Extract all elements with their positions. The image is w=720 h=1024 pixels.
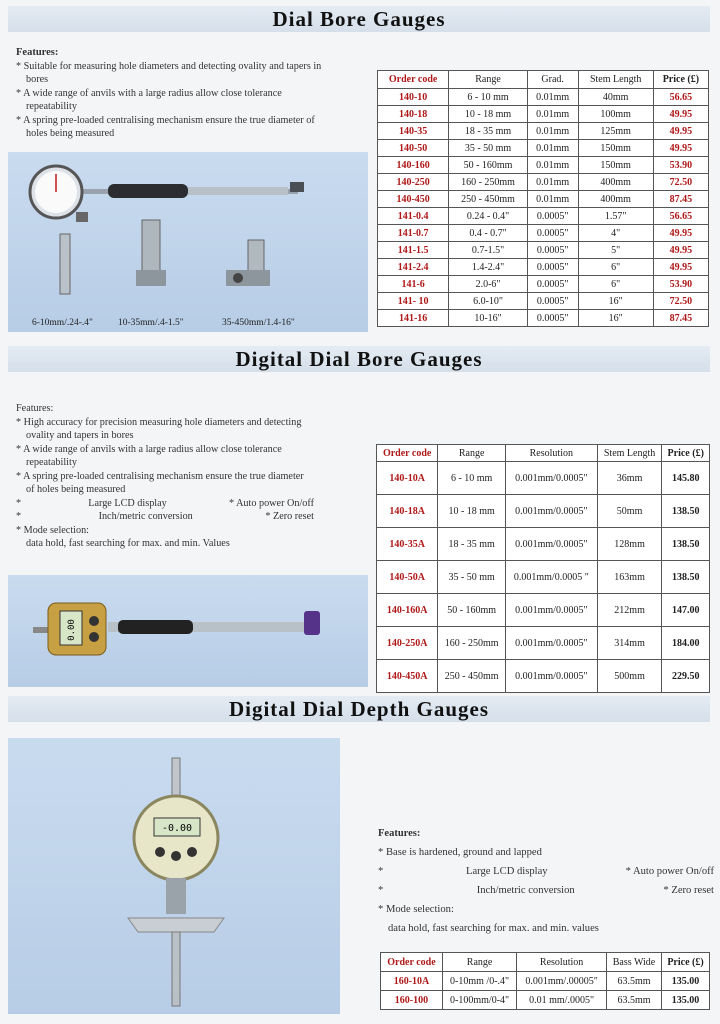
- price-cell: 138.50: [662, 528, 710, 561]
- col-resolution: Resolution: [517, 953, 607, 972]
- order-code-cell: 141-0.7: [378, 225, 449, 242]
- range-cell: 250 - 450mm: [438, 660, 506, 693]
- spec-cell: 0.01mm: [527, 174, 578, 191]
- table-row: [377, 495, 710, 528]
- feature-item-right: * Auto power On/off: [625, 866, 714, 877]
- length-cell: 6": [578, 259, 653, 276]
- spec-cell: 0.01mm: [527, 157, 578, 174]
- table-row: [378, 157, 709, 174]
- spec-cell: 0.01mm: [527, 89, 578, 106]
- price-cell: 49.95: [653, 140, 708, 157]
- range-cell: 160 - 250mm: [438, 627, 506, 660]
- price-cell: 49.95: [653, 225, 708, 242]
- col-order-code: Order code: [378, 71, 449, 89]
- length-cell: 40mm: [578, 89, 653, 106]
- digital-bore-price-table: [376, 444, 710, 693]
- features-title: Features:: [378, 828, 421, 839]
- order-code-cell: 140-18A: [377, 495, 438, 528]
- range-cell: 10 - 18 mm: [449, 106, 528, 123]
- length-cell: 5": [578, 242, 653, 259]
- price-cell: 49.95: [653, 106, 708, 123]
- order-code-cell: 141- 10: [378, 293, 449, 310]
- table-row: [378, 123, 709, 140]
- order-code-cell: 140-450A: [377, 660, 438, 693]
- table-row: [377, 627, 710, 660]
- features-title: Features:: [16, 47, 59, 58]
- range-cell: 160 - 250mm: [449, 174, 528, 191]
- table-row: [378, 140, 709, 157]
- feature-item: * Mode selection:: [378, 900, 714, 919]
- spec-cell: 0.0005": [527, 242, 578, 259]
- range-cell: 0.7-1.5": [449, 242, 528, 259]
- features-title: Features:: [16, 403, 54, 414]
- price-cell: 72.50: [653, 293, 708, 310]
- table-header-row: [377, 445, 710, 462]
- feature-item: * A wide range of anvils with a large radius allow close tolerance repeatability: [16, 87, 326, 114]
- table-header-row: [378, 71, 709, 89]
- col-order-code: Order code: [377, 445, 438, 462]
- spec-cell: 0.01 mm/.0005": [517, 991, 607, 1010]
- feature-item-right: * Zero reset: [663, 885, 714, 896]
- feature-subtext: data hold, fast searching for max. and min. Values: [26, 538, 230, 549]
- table-row: [378, 225, 709, 242]
- order-code-cell: 140-250A: [377, 627, 438, 660]
- feature-pair: [378, 862, 714, 881]
- spec-cell: 0.0005": [527, 310, 578, 327]
- range-cell: 0.4 - 0.7": [449, 225, 528, 242]
- table-row: [377, 660, 710, 693]
- order-code-cell: 160-10A: [381, 972, 443, 991]
- feature-item: * Large LCD display: [88, 497, 167, 509]
- table-row: [377, 561, 710, 594]
- order-code-cell: 140-160: [378, 157, 449, 174]
- length-cell: 36mm: [597, 462, 662, 495]
- price-cell: 53.90: [653, 276, 708, 293]
- length-cell: 63.5mm: [606, 972, 661, 991]
- range-cell: 250 - 450mm: [449, 191, 528, 208]
- price-cell: 184.00: [662, 627, 710, 660]
- dial-bore-price-table: [377, 70, 709, 327]
- col-stem-length: Stem Length: [597, 445, 662, 462]
- digital-bore-gauge-photo: [8, 575, 368, 687]
- feature-item: * High accuracy for precision measuring hole diameters and detecting ovality and tapers in bores: [16, 416, 314, 443]
- order-code-cell: 140-35A: [377, 528, 438, 561]
- table-row: [378, 259, 709, 276]
- spec-cell: 0.001mm/0.0005": [505, 528, 597, 561]
- col-bass-wide: Bass Wide: [606, 953, 661, 972]
- section-title-dial: Dial Bore Gauges: [272, 7, 446, 31]
- feature-item-right: * Auto power On/off: [229, 497, 314, 509]
- table-row: [378, 106, 709, 123]
- length-cell: 1.57": [578, 208, 653, 225]
- order-code-cell: 141-16: [378, 310, 449, 327]
- col-price: Price (£): [653, 71, 708, 89]
- price-cell: 49.95: [653, 242, 708, 259]
- length-cell: 125mm: [578, 123, 653, 140]
- table-row: [378, 89, 709, 106]
- price-cell: 138.50: [662, 561, 710, 594]
- length-cell: 100mm: [578, 106, 653, 123]
- length-cell: 163mm: [597, 561, 662, 594]
- price-cell: 135.00: [662, 972, 710, 991]
- caption-medium: 10-35mm/.4-1.5": [118, 318, 184, 328]
- length-cell: 150mm: [578, 157, 653, 174]
- range-cell: 6.0-10": [449, 293, 528, 310]
- spec-cell: 0.0005": [527, 293, 578, 310]
- range-cell: 35 - 50 mm: [449, 140, 528, 157]
- order-code-cell: 140-18: [378, 106, 449, 123]
- feature-item: * A wide range of anvils with a large radius allow close tolerance repeatability: [16, 443, 314, 470]
- length-cell: 400mm: [578, 191, 653, 208]
- spec-cell: 0.001mm/0.0005 ": [505, 561, 597, 594]
- col-range: Range: [442, 953, 516, 972]
- order-code-cell: 141-2.4: [378, 259, 449, 276]
- price-cell: 72.50: [653, 174, 708, 191]
- section-title-depth: Digital Dial Depth Gauges: [228, 697, 490, 721]
- dial-bore-gauge-illustration: [8, 152, 368, 332]
- lcd-reading: -0.00: [161, 823, 193, 834]
- feature-item: * Base is hardened, ground and lapped: [378, 843, 714, 862]
- digital-bore-gauge-illustration: [8, 575, 368, 687]
- features-digital-bore: [16, 402, 314, 551]
- range-cell: 1.4-2.4": [449, 259, 528, 276]
- table-row: [377, 528, 710, 561]
- length-cell: 212mm: [597, 594, 662, 627]
- features-dial: [16, 46, 326, 141]
- order-code-cell: 140-35: [378, 123, 449, 140]
- col-price: Price (£): [662, 445, 710, 462]
- length-cell: 50mm: [597, 495, 662, 528]
- price-cell: 145.80: [662, 462, 710, 495]
- length-cell: 6": [578, 276, 653, 293]
- order-code-cell: 141-0.4: [378, 208, 449, 225]
- feature-pair: [16, 497, 314, 511]
- range-cell: 18 - 35 mm: [449, 123, 528, 140]
- range-cell: 2.0-6": [449, 276, 528, 293]
- col-price: Price (£): [662, 953, 710, 972]
- section-band-digital-bore: [8, 346, 710, 372]
- price-cell: 87.45: [653, 310, 708, 327]
- order-code-cell: 140-10: [378, 89, 449, 106]
- feature-item: * Large LCD display: [466, 866, 548, 877]
- feature-pair: [378, 881, 714, 900]
- length-cell: 16": [578, 310, 653, 327]
- feature-item: * Inch/metric conversion: [476, 885, 575, 896]
- order-code-cell: 140-50: [378, 140, 449, 157]
- feature-pair: [16, 510, 314, 524]
- length-cell: 150mm: [578, 140, 653, 157]
- col-stem-length: Stem Length: [578, 71, 653, 89]
- features-depth: [378, 824, 714, 938]
- depth-gauge-illustration: [8, 738, 340, 1014]
- feature-item: * A spring pre-loaded centralising mechanism ensure the true diameter of holes being measured: [16, 470, 314, 497]
- length-cell: 4": [578, 225, 653, 242]
- table-row: [378, 174, 709, 191]
- order-code-cell: 140-160A: [377, 594, 438, 627]
- range-cell: 50 - 160mm: [449, 157, 528, 174]
- order-code-cell: 140-450: [378, 191, 449, 208]
- table-row: [378, 276, 709, 293]
- spec-cell: 0.001mm/0.0005": [505, 660, 597, 693]
- table-row: [381, 972, 710, 991]
- range-cell: 10 - 18 mm: [438, 495, 506, 528]
- length-cell: 500mm: [597, 660, 662, 693]
- length-cell: 400mm: [578, 174, 653, 191]
- price-cell: 87.45: [653, 191, 708, 208]
- order-code-cell: 140-10A: [377, 462, 438, 495]
- col-resolution: Resolution: [505, 445, 597, 462]
- price-cell: 56.65: [653, 208, 708, 225]
- table-row: [378, 242, 709, 259]
- range-cell: 6 - 10 mm: [438, 462, 506, 495]
- spec-cell: 0.001mm/0.0005": [505, 495, 597, 528]
- length-cell: 16": [578, 293, 653, 310]
- price-cell: 56.65: [653, 89, 708, 106]
- price-cell: 135.00: [662, 991, 710, 1010]
- range-cell: 0-10mm /0-.4": [442, 972, 516, 991]
- range-cell: 6 - 10 mm: [449, 89, 528, 106]
- col-range: Range: [438, 445, 506, 462]
- range-cell: 18 - 35 mm: [438, 528, 506, 561]
- length-cell: 314mm: [597, 627, 662, 660]
- order-code-cell: 141-1.5: [378, 242, 449, 259]
- caption-small: 6-10mm/.24-.4": [32, 318, 93, 328]
- range-cell: 50 - 160mm: [438, 594, 506, 627]
- range-cell: 35 - 50 mm: [438, 561, 506, 594]
- price-cell: 229.50: [662, 660, 710, 693]
- feature-item: * A spring pre-loaded centralising mechanism ensure the true diameter of holes being measured: [16, 114, 326, 141]
- spec-cell: 0.0005": [527, 276, 578, 293]
- section-band-depth: [8, 696, 710, 722]
- spec-cell: 0.001mm/0.0005": [505, 627, 597, 660]
- price-cell: 49.95: [653, 123, 708, 140]
- table-header-row: [381, 953, 710, 972]
- feature-subtext: data hold, fast searching for max. and min. values: [388, 923, 599, 934]
- feature-item: * Inch/metric conversion: [98, 511, 193, 522]
- spec-cell: 0.0005": [527, 259, 578, 276]
- feature-item: * Mode selection:: [16, 524, 314, 538]
- depth-gauge-photo: [8, 738, 340, 1014]
- order-code-cell: 140-50A: [377, 561, 438, 594]
- lcd-reading: 0.00: [67, 619, 77, 641]
- price-cell: 53.90: [653, 157, 708, 174]
- col-grad: Grad.: [527, 71, 578, 89]
- table-row: [378, 310, 709, 327]
- spec-cell: 0.0005": [527, 225, 578, 242]
- order-code-cell: 141-6: [378, 276, 449, 293]
- section-band-dial: [8, 6, 710, 32]
- feature-item: * Suitable for measuring hole diameters and detecting ovality and tapers in bores: [16, 60, 326, 87]
- table-row: [381, 991, 710, 1010]
- order-code-cell: 140-250: [378, 174, 449, 191]
- table-row: [377, 462, 710, 495]
- spec-cell: 0.001mm/0.0005": [505, 462, 597, 495]
- length-cell: 63.5mm: [606, 991, 661, 1010]
- table-row: [378, 293, 709, 310]
- spec-cell: 0.01mm: [527, 140, 578, 157]
- depth-gauge-price-table: [380, 952, 710, 1010]
- price-cell: 49.95: [653, 259, 708, 276]
- order-code-cell: 160-100: [381, 991, 443, 1010]
- table-row: [377, 594, 710, 627]
- spec-cell: 0.001mm/.00005": [517, 972, 607, 991]
- spec-cell: 0.01mm: [527, 123, 578, 140]
- spec-cell: 0.01mm: [527, 106, 578, 123]
- caption-large: 35-450mm/1.4-16": [222, 318, 295, 328]
- spec-cell: 0.01mm: [527, 191, 578, 208]
- price-cell: 147.00: [662, 594, 710, 627]
- feature-item-right: * Zero reset: [265, 511, 314, 522]
- range-cell: 0.24 - 0.4": [449, 208, 528, 225]
- col-range: Range: [449, 71, 528, 89]
- dial-bore-gauge-photo: [8, 152, 368, 332]
- spec-cell: 0.0005": [527, 208, 578, 225]
- col-order-code: Order code: [381, 953, 443, 972]
- table-row: [378, 191, 709, 208]
- length-cell: 128mm: [597, 528, 662, 561]
- range-cell: 10-16": [449, 310, 528, 327]
- section-title-digital-bore: Digital Dial Bore Gauges: [235, 347, 483, 371]
- spec-cell: 0.001mm/0.0005": [505, 594, 597, 627]
- table-row: [378, 208, 709, 225]
- price-cell: 138.50: [662, 495, 710, 528]
- range-cell: 0-100mm/0-4": [442, 991, 516, 1010]
